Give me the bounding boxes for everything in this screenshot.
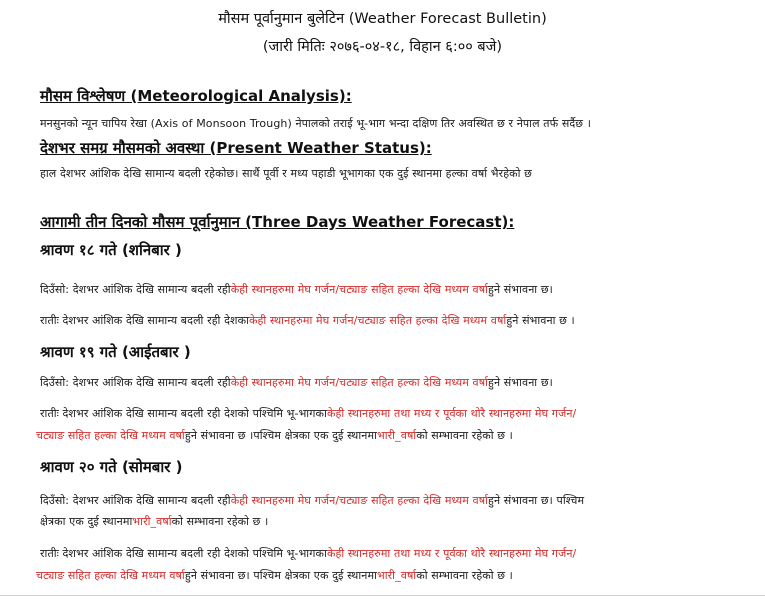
forecast-text: क्षेत्रका एक दुई स्थानमा <box>40 515 133 528</box>
night-forecast <box>40 313 575 328</box>
forecast-highlight: केही स्थानहरुमा तथा मध्य र पूर्वका थोरै स्थानहरुमा मेघ गर्जन/ <box>326 407 577 420</box>
night-forecast <box>40 406 576 421</box>
daytime-forecast <box>40 493 584 508</box>
analysis-heading: मौसम विश्लेषण (Meteorological Analysis): <box>40 87 352 105</box>
night-forecast-continued <box>36 568 513 583</box>
forecast-highlight: केही स्थानहरुमा मेघ गर्जन/चट्याङ सहित हल्का देखि मध्यम वर्षा <box>230 376 489 389</box>
present-text: हाल देशभर आंशिक देखि सामान्य बदली रहेकोछ। सार्थै पूर्वी र मध्य पहाडी भूभागका एक दुई स्थानमा हल्का वर्षा भैरहेको छ <box>40 167 532 180</box>
daytime-forecast-continued <box>40 514 268 529</box>
day-title: श्रावण १९ गते (आईतबार ) <box>40 343 191 361</box>
forecast-highlight: चट्याङ सहित हल्का देखि मध्यम वर्षा <box>36 569 185 582</box>
daytime-forecast <box>40 282 553 297</box>
forecast-highlight: केही स्थानहरुमा तथा मध्य र पूर्वका थोरै स्थानहरुमा मेघ गर्जन/ <box>326 547 577 560</box>
forecast-text: हुने संभावना छ । <box>506 314 575 327</box>
forecast-text: हुने संभावना छ। <box>488 376 553 389</box>
forecast-text: को सम्भावना रहेको छ । <box>416 429 513 442</box>
forecast-text: हुने संभावना छ। <box>488 283 553 296</box>
forecast-heading: आगामी तीन दिनको मौसम पूर्वानुमान (Three Days Weather Forecast): <box>40 213 515 231</box>
heavy-rain-highlight: भारी_वर्षा <box>132 515 172 528</box>
forecast-highlight: केही स्थानहरुमा मेघ गर्जन/चट्याङ सहित हल्का देखि मध्यम वर्षा <box>230 283 489 296</box>
heavy-rain-highlight: भारी_वर्षा <box>377 429 417 442</box>
bulletin-title: मौसम पूर्वानुमान बुलेटिन (Weather Forecast Bulletin) <box>218 11 547 27</box>
forecast-text: रातीः देशभर आंशिक देखि सामान्य बदली रही देशका <box>40 314 249 327</box>
forecast-text: दिउँसो: देशभर आंशिक देखि सामान्य बदली रही <box>40 283 231 296</box>
forecast-text: हुने संभावना छ। पश्चिम <box>488 494 585 507</box>
forecast-text: को सम्भावना रहेको छ । <box>171 515 269 528</box>
analysis-text: मनसुनको न्यून चापिय रेखा (Axis of Monsoon Trough) नेपालको तराई भू-भाग भन्दा दक्षिण तिर अवस्थित छ र नेपाल तर्फ सर्दैछ । <box>40 117 591 130</box>
forecast-text: दिउँसो: देशभर आंशिक देखि सामान्य बदली रही <box>40 494 231 507</box>
night-forecast-continued <box>36 428 513 443</box>
forecast-text: रातीः देशभर आंशिक देखि सामान्य बदली रही देशको पश्चिमि भू-भागका <box>40 407 327 420</box>
present-heading: देशभर समग्र मौसमको अवस्था (Present Weather Status): <box>40 139 432 157</box>
forecast-text: रातीः देशभर आंशिक देखि सामान्य बदली रही देशको पश्चिमि भू-भागका <box>40 547 327 560</box>
forecast-text: हुने संभावना छ ।पश्चिम क्षेत्रका एक दुई स्थानमा <box>184 429 377 442</box>
forecast-text: को सम्भावना रहेको छ । <box>416 569 513 582</box>
issue-date: (जारी मितिः २०७६-०४-१८, विहान ६:०० बजे) <box>262 39 503 55</box>
night-forecast <box>40 546 576 561</box>
forecast-text: दिउँसो: देशभर आंशिक देखि सामान्य बदली रही <box>40 376 231 389</box>
page-divider <box>0 595 765 596</box>
forecast-highlight: चट्याङ सहित हल्का देखि मध्यम वर्षा <box>36 429 185 442</box>
forecast-highlight: केही स्थानहरुमा मेघ गर्जन/चट्याङ सहित हल्का देखि मध्यम वर्षा <box>230 494 489 507</box>
day-title: श्रावण २० गते (सोमबार ) <box>40 458 183 476</box>
forecast-text: हुने संभावना छ। पश्चिम क्षेत्रका एक दुई स्थानमा <box>184 569 377 582</box>
daytime-forecast <box>40 375 553 390</box>
heavy-rain-highlight: भारी_वर्षा <box>377 569 417 582</box>
forecast-highlight: केही स्थानहरुमा मेघ गर्जन/चट्याङ सहित हल्का देखि मध्यम वर्षा <box>249 314 507 327</box>
day-title: श्रावण १८ गते (शनिबार ) <box>40 241 182 259</box>
